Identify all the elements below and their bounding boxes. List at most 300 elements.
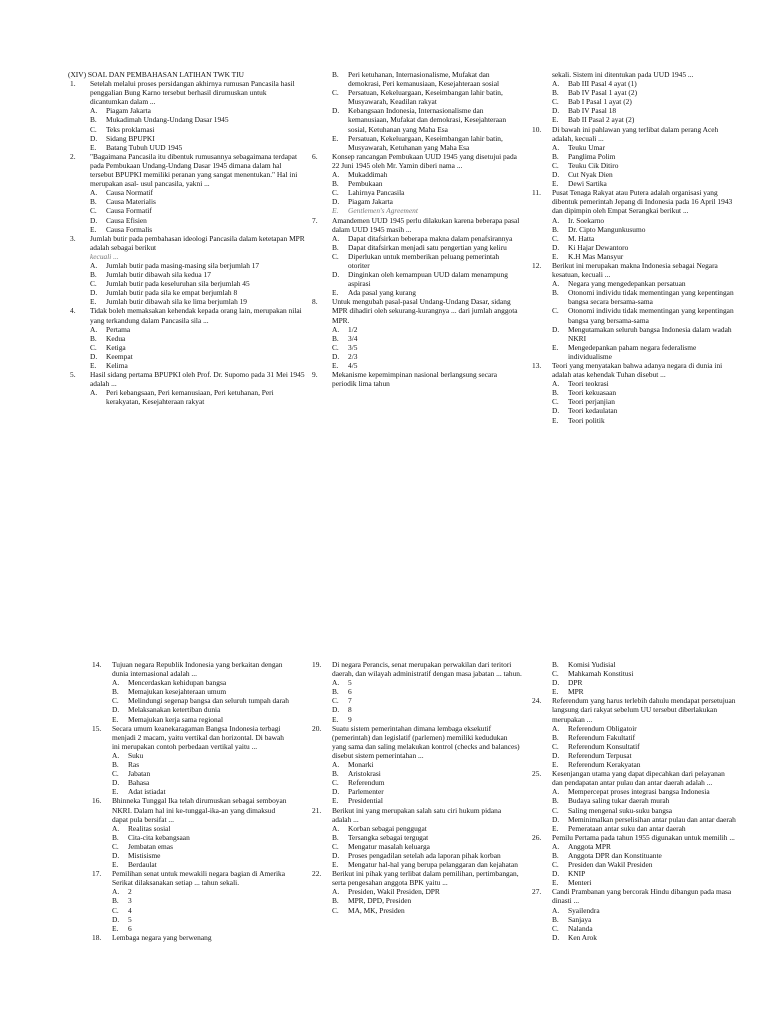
option-letter: B. [112,896,119,906]
option-letter: C. [552,741,559,751]
option-text: Jumlah butir pada sila ke empat berjumlah 8 [106,288,238,298]
answer-option [552,406,737,415]
question-number: 13. [532,361,542,370]
question-text: Teori yang menyatakan bahwa adanya negara di dunia ini adalah atas kehendak Tuhan disebut ... [552,361,723,380]
option-letter: D. [552,324,560,334]
answer-option [112,824,290,833]
answer-option [332,106,522,133]
option-letter: E. [552,823,559,833]
option-letter: B. [332,687,339,697]
question-item [92,724,290,797]
option-text: Jembatan emas [128,841,173,851]
option-letter: B. [90,333,97,343]
option-letter: D. [552,678,560,688]
option-letter: A. [332,887,340,897]
option-letter: C. [332,905,339,915]
option-text: Mistisisme [128,850,161,860]
option-text: Ada pasal yang kurang [348,288,416,298]
answer-option [552,660,737,669]
option-letter: D. [332,270,340,280]
option-text: Bab I Pasal 1 ayat (2) [568,97,632,107]
answer-option [552,687,737,696]
option-text: Causa Efisien [106,215,147,225]
question-exception: kecuali ... [90,251,119,261]
answer-option [112,678,290,687]
option-list [552,143,737,188]
option-text: Otonomi individu tidak mementingan yang kepentingan bangsa secara bersama-sama [568,288,734,307]
answer-option [552,678,737,687]
option-letter: C. [552,860,559,870]
document-page-2 [0,512,768,1024]
answer-option [332,243,522,252]
option-text: Persatuan, Kekeluargaan, Keseimbangan lahir batin, Musyawarah, Ketuhanan yang Maha Esa [348,133,503,152]
option-letter: A. [552,379,560,389]
question-number: 21. [312,805,322,815]
option-text: 5 [128,914,132,924]
option-text: Batang Tubuh UUD 1945 [106,142,183,152]
answer-option [552,170,737,179]
question-text: Berikut ini merupakan makna Indonesia sebagai Negara kesatuan, kecuali ... [552,260,718,280]
answer-option [552,88,737,97]
option-letter: D. [332,705,340,715]
answer-option [112,705,290,714]
question-item [70,234,305,307]
page-2-column-3 [532,660,737,942]
option-text: 3/5 [348,342,358,352]
option-text: DPR [568,678,583,688]
option-text: MA, MK, Presiden [348,905,405,915]
page-2-column-1 [92,660,290,942]
option-list [552,787,737,832]
option-text: Berdaulat [128,860,157,870]
option-text: Ketiga [106,342,126,352]
question-text: Candi Prambanan yang bercorak Hindu dibangun pada masa dinasti ... [552,887,732,906]
option-letter: E. [552,878,559,888]
option-text: Suku [128,750,144,760]
answer-option [332,206,522,215]
option-letter: A. [90,388,98,398]
option-letter: B. [332,70,339,79]
option-text: Bab IV Pasal 18 [568,106,617,116]
option-list [332,234,522,298]
option-text: 7 [348,696,352,706]
question-number: 20. [312,723,322,733]
option-letter: B. [332,179,339,189]
answer-option [552,325,737,343]
option-text: Mengedepankan paham negara federalisme individualisme [568,342,697,361]
option-list [332,70,522,152]
option-letter: C. [552,306,559,316]
option-text: Dewi Sartika [568,179,607,189]
question-text: Mekanisme kepemimpinan nasional berlangsung secara periodik lima tahun [332,370,498,389]
question-number: 16. [92,796,102,806]
answer-option [112,915,290,924]
option-text: Dr. Cipto Mangunkusumo [568,224,646,234]
option-text: Komisi Yudisial [568,660,616,669]
option-text: Jabatan [128,769,151,779]
answer-option [552,225,737,234]
option-letter: C. [552,669,559,679]
option-letter: C. [552,233,559,243]
question-number: 11. [532,188,541,198]
option-text: Teks proklamasi [106,124,155,134]
answer-option [112,751,290,760]
page-1-column-2 [312,70,522,388]
option-letter: A. [552,142,560,152]
option-letter: D. [332,197,340,207]
answer-option [112,715,290,724]
option-text: Causa Formalis [106,224,153,234]
option-letter: A. [332,170,340,180]
option-list [552,842,737,887]
option-text: Monarki [348,760,374,770]
answer-option [552,343,737,361]
option-letter: C. [332,342,339,352]
answer-option [552,787,737,796]
option-letter: B. [552,151,559,161]
option-text: Teori perjanjian [568,397,615,407]
option-letter: A. [90,324,98,334]
option-text: Saling mengenal suku-suku bangsa [568,805,673,815]
question-text: Berikut ini yang merupakan salah satu ciri hukum pidana adalah ... [332,805,502,824]
question-item [532,887,737,942]
question-item [532,696,737,769]
option-letter: E. [332,860,339,870]
option-letter: D. [552,814,560,824]
option-text: Mengatur hal-hal yang berupa pelanggaran dan kejahatan [348,860,518,870]
question-item [70,79,305,152]
option-text: Memajukan kesejahteraan umum [128,687,227,697]
option-letter: A. [332,760,340,770]
question-text: Konsep rancangan Pembukaan UUD 1945 yang disetujui pada 22 Juni 1945 oleh Mr. Yamin diberi nama ... [332,151,517,170]
question-number: 25. [532,769,542,779]
option-letter: D. [90,351,98,361]
option-text: Referendum Fakultatif [568,732,636,742]
answer-option [112,769,290,778]
answer-option [552,243,737,252]
option-text: Jumlah butir pada keseluruhan sila berjumlah 45 [106,279,250,289]
answer-option [112,842,290,851]
option-letter: E. [552,179,559,189]
answer-option [332,696,522,705]
option-text: Bab II Pasal 2 ayat (2) [568,115,635,125]
option-letter: A. [90,260,98,270]
option-letter: A. [112,823,120,833]
question-text: Setelah melalui proses persidangan akhirnya rumusan Pancasila hasil penggalian Bung Karno tersebut berhasil dirumuskan untuk dicantumkan dalam ... [90,79,295,107]
answer-option [90,125,305,134]
option-letter: D. [112,850,120,860]
option-text: Bab III Pasal 4 ayat (1) [568,79,637,89]
option-letter: E. [112,787,119,797]
option-letter: B. [112,687,119,697]
answer-option [90,206,305,215]
option-letter: D. [332,106,340,116]
option-text: Melindungi segenap bangsa dan seluruh tumpah darah [128,696,289,706]
answer-option [332,778,522,787]
answer-option [332,170,522,179]
option-text: Mencerdaskan kehidupan bangsa [128,678,227,688]
option-letter: A. [552,841,560,851]
option-text: Anggota DPR dan Konstituante [568,850,662,860]
answer-option [332,860,522,869]
question-number: 12. [532,260,542,270]
option-letter: E. [332,288,339,298]
answer-option [332,197,522,206]
option-text: Sanjaya [568,914,592,924]
option-text: Gentlemen's Agreement [348,206,418,216]
question-item [92,869,290,933]
answer-option [332,188,522,197]
option-text: Meminimalkan perselisihan antar pulau dan antar daerah [568,814,736,824]
option-letter: C. [332,696,339,706]
option-text: 3/4 [348,333,358,343]
question-item [532,361,737,425]
answer-option [552,388,737,397]
option-text: MPR [568,687,584,697]
option-text: Bab IV Pasal 1 ayat (2) [568,88,638,98]
option-letter: A. [332,324,340,334]
question-text: Amandemen UUD 1945 perlu dilakukan karena beberapa pasal dalam UUD 1945 masih ... [332,215,520,234]
answer-option [332,88,522,106]
option-list [90,261,305,306]
option-letter: C. [552,397,559,407]
answer-option [552,915,737,924]
question-number: 9. [312,370,318,380]
answer-option [552,878,737,887]
option-text: Aristokrasi [348,769,381,779]
option-text: KNIP [568,869,586,879]
option-text: Mengutamakan seluruh bangsa Indonesia dalam wadah NKRI [568,324,732,343]
answer-option [552,760,737,769]
answer-option [112,760,290,769]
option-text: Mukadimah Undang-Undang Dasar 1945 [106,115,229,125]
option-text: Teori kedaulatan [568,406,618,416]
answer-option [552,906,737,915]
option-text: Ir. Soekarno [568,215,605,225]
option-letter: E. [332,206,339,216]
option-letter: D. [112,705,120,715]
option-text: Panglima Polim [568,151,616,161]
option-text: Negara yang mengedepankan persatuan [568,279,686,289]
answer-option [332,288,522,297]
option-text: Memajukan kerja sama regional [128,714,224,724]
option-list [332,678,522,723]
question-text: sekali. Sistem ini ditentukan pada UUD 1945 ... [552,70,694,79]
option-letter: E. [552,687,559,697]
answer-option [332,769,522,778]
question-number: 10. [532,124,542,134]
answer-option [332,252,522,270]
option-text: Proses pengadilan setelah ada laporan pihak korban [348,850,501,860]
option-list [332,170,522,215]
option-text: Keempat [106,351,133,361]
option-text: Peri ketuhanan, Internasionalisme, Mufakat dan demokrasi, Peri kemanusiaan, Kesejahteraan sosial [348,70,500,89]
answer-option [90,325,305,334]
question-number: 4. [70,306,76,316]
option-text: Causa Formatif [106,206,152,216]
question-item [312,152,522,216]
question-text: Pusat Tenaga Rakyat atau Putera adalah organisasi yang dibentuk pemerintah Jepang di Indonesia pada 16 April 1943 dan dipimpin oleh Empat Serangkai berikut ... [552,188,733,216]
question-text: Tujuan negara Republik Indonesia yang berkaitan dengan dunia internasional adalah ... [112,660,283,679]
option-letter: A. [552,79,560,89]
option-letter: D. [332,850,340,860]
option-text: 4 [128,905,132,915]
option-letter: D. [552,869,560,879]
answer-option [552,824,737,833]
option-letter: D. [112,914,120,924]
question-text: Kesenjangan utama yang dapat dipecahkan dari pelayanan dan pendapatan antar pulau dan antar daerah adalah ... [552,769,725,788]
answer-option [552,106,737,115]
answer-option [90,216,305,225]
option-text: 6 [348,687,352,697]
answer-option [112,787,290,796]
option-letter: E. [552,760,559,770]
option-letter: B. [552,732,559,742]
option-list [552,379,737,424]
answer-option [552,306,737,324]
answer-option [332,179,522,188]
option-letter: E. [90,297,97,307]
option-text: MPR, DPD, Presiden [348,896,412,906]
answer-option [332,833,522,842]
option-letter: A. [552,279,560,289]
option-letter: A. [552,905,560,915]
option-text: Teori kekuasaan [568,388,617,398]
option-letter: C. [90,342,97,352]
answer-option [332,678,522,687]
option-letter: C. [332,251,339,261]
option-letter: E. [552,415,559,425]
option-text: Causa Normatif [106,188,153,198]
option-list [552,906,737,942]
option-letter: D. [332,787,340,797]
option-letter: C. [112,905,119,915]
answer-option [332,687,522,696]
answer-option [90,361,305,370]
answer-option [552,869,737,878]
option-letter: C. [332,778,339,788]
option-letter: B. [90,270,97,280]
option-text: Melaksanakan ketertiban dunia [128,705,221,715]
option-text: Pertama [106,324,131,334]
answer-option [552,97,737,106]
answer-option [332,270,522,288]
answer-option [552,851,737,860]
option-text: Ken Arok [568,932,597,942]
answer-option [90,388,305,406]
option-text: Tersangka sebagai tergugat [348,832,429,842]
option-letter: A. [90,106,98,116]
option-text: 2/3 [348,351,358,361]
option-list [90,388,305,406]
question-item [312,869,522,914]
option-letter: A. [332,233,340,243]
option-list [332,760,522,805]
answer-option [552,179,737,188]
question-item [532,769,737,833]
option-letter: D. [552,750,560,760]
option-text: Presidential [348,796,383,806]
answer-option [90,288,305,297]
question-number: 8. [312,297,318,307]
option-text: Adat istiadat [128,787,166,797]
option-letter: C. [332,841,339,851]
page-1-column-1 [70,70,305,406]
answer-option [552,416,737,425]
question-number: 14. [92,660,102,669]
answer-option [552,933,737,942]
option-letter: C. [112,696,119,706]
option-letter: C. [332,188,339,198]
option-text: M. Hatta [568,233,595,243]
option-text: Referendum Konsultatif [568,741,640,751]
option-list [332,887,522,914]
question-item [312,724,522,806]
option-list [552,216,737,261]
option-text: Teuku Umar [568,142,606,152]
option-text: Causa Materialis [106,197,156,207]
option-text: Realitas sosial [128,823,171,833]
question-item [92,933,290,942]
answer-option [332,70,522,88]
answer-option [112,696,290,705]
option-text: 1/2 [348,324,358,334]
question-text: "Bagaimana Pancasila itu dibentuk rumusannya sebagaimana terdapat pada Pembukaan Undang-Undang Dasar 1945 dimana dalam hal tersebut BPUPKI memiliki peranan yang sangat menentukan." Hal ini merupakan asal- usul pancasila, yakni ... [90,151,298,189]
option-text: Piagam Jakarta [106,106,151,116]
option-letter: D. [112,778,120,788]
answer-option [90,134,305,143]
answer-option [552,279,737,288]
option-text: K.H Mas Mansyur [568,251,624,261]
option-letter: B. [332,896,339,906]
option-text: Referendum [348,778,385,788]
option-text: Dinginkan oleh kemampuan UUD dalam menampung aspirasi [348,270,508,289]
answer-option [332,851,522,860]
answer-option [332,796,522,805]
answer-option [90,225,305,234]
option-letter: A. [332,823,340,833]
option-text: Jumlah butir dibawah sila ke lima berjumlah 19 [106,297,248,307]
question-item [532,660,737,696]
answer-option [90,334,305,343]
answer-option [112,896,290,905]
option-text: Referendum Terpusat [568,750,632,760]
option-text: Parlementer [348,787,384,797]
question-item [312,70,522,152]
option-letter: A. [552,787,560,797]
option-letter: E. [90,142,97,152]
option-letter: E. [332,133,339,143]
question-number: 3. [70,233,76,243]
question-number: 19. [312,660,322,669]
question-text: Berikut ini pihak yang terlibat dalam pemilihan, pertimbangan, serta pengesahan anggota BPK yaitu ... [332,869,519,888]
option-letter: C. [90,206,97,216]
answer-option [90,343,305,352]
answer-option [552,751,737,760]
answer-option [90,261,305,270]
question-item [70,370,305,406]
question-item [312,806,522,870]
answer-option [112,860,290,869]
answer-option [552,79,737,88]
option-list [90,325,305,370]
question-item [92,660,290,724]
answer-option [112,778,290,787]
option-text: Diperlukan untuk memberikan peluang pemerintah otoriter [348,251,500,270]
question-number: 6. [312,151,318,161]
option-letter: A. [332,678,340,688]
page-1-column-3 [532,70,737,425]
